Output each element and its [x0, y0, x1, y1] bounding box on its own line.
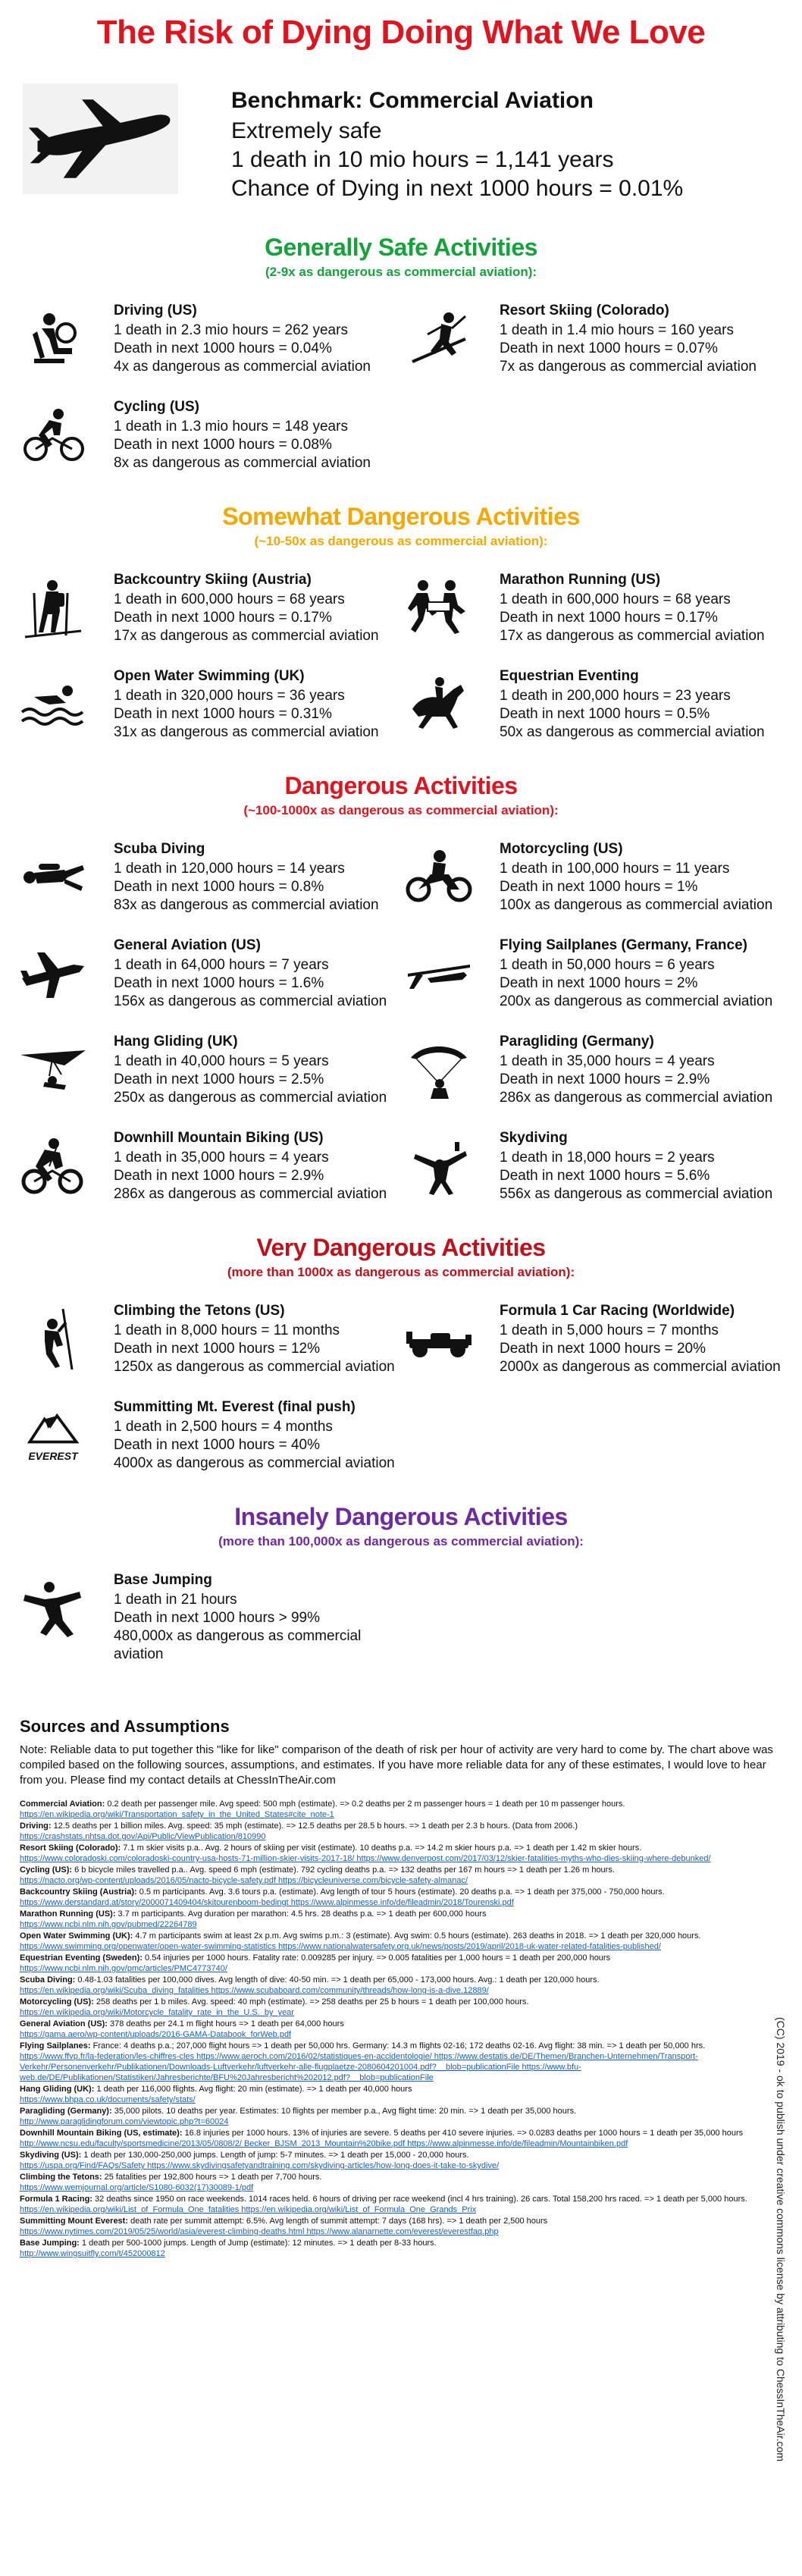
activity-stat: 1250x as dangerous as commercial aviation: [114, 1359, 395, 1375]
activity-stat: 8x as dangerous as commercial aviation: [114, 455, 371, 471]
activity-stat: 17x as dangerous as commercial aviation: [114, 628, 379, 644]
activity-stat: Death in next 1000 hours = 2.9%: [114, 1168, 324, 1184]
activity-name: General Aviation (US): [114, 937, 261, 953]
source-text: 16.8 injuries per 1000 hours. 13% of injuries are severe. 5 deaths per 410 severe injuries. => 0.0283 deaths per 1000 hours = 1 death per 35,000 hours: [184, 2129, 744, 2138]
activity-stat: 156x as dangerous as commercial aviation: [114, 993, 387, 1009]
activity-card: [401, 303, 787, 376]
section-title: Very Dangerous Activities: [256, 1234, 546, 1261]
activity-stat: 17x as dangerous as commercial aviation: [500, 628, 765, 644]
activity-stat: Death in next 1000 hours = 0.5%: [500, 706, 710, 722]
activity-stat: Death in next 1000 hours = 0.31%: [114, 706, 332, 722]
section-subtitle: (~10-50x as dangerous as commercial aviation):: [254, 534, 548, 548]
activity-name: Base Jumping: [114, 1572, 212, 1588]
source-label: Backcountry Skiing (Austria):: [20, 1887, 137, 1897]
activity-stat: 4000x as dangerous as commercial aviation: [114, 1455, 395, 1471]
activity-name: Hang Gliding (UK): [114, 1034, 238, 1050]
activity-stat: Death in next 1000 hours = 0.08%: [114, 437, 332, 453]
source-link[interactable]: https://crashstats.nhtsa.dot.gov/Api/Public/ViewPublication/810990: [20, 1832, 266, 1841]
benchmark-line: Chance of Dying in next 1000 hours = 0.01%: [231, 176, 684, 201]
source-text: 1 death per 130,000-250,000 jumps. Length of jump: 5-7 minutes. => 1 death per 15,000 - 20,000 hours.: [83, 2151, 469, 2160]
activity-card: [15, 1034, 401, 1107]
activity-stat: Death in next 1000 hours > 99%: [114, 1610, 320, 1626]
activity-stat: 1 death in 50,000 hours = 6 years: [500, 957, 715, 973]
activity-grid: [0, 1549, 802, 1664]
activity-name: Marathon Running (US): [500, 572, 661, 588]
activity-stat: 286x as dangerous as commercial aviation: [114, 1186, 387, 1202]
activity-card: [15, 303, 401, 376]
activity-name: Flying Sailplanes (Germany, France): [500, 937, 747, 953]
activity-name: Formula 1 Car Racing (Worldwide): [500, 1303, 735, 1319]
activity-stat: 1 death in 1.4 mio hours = 160 years: [500, 322, 734, 338]
activity-stat: 83x as dangerous as commercial aviation: [114, 897, 379, 913]
activity-name: Driving (US): [114, 303, 197, 318]
activity-grid: [0, 280, 802, 472]
activity-stat: 1 death in 18,000 hours = 2 years: [500, 1150, 715, 1166]
activity-stat: Death in next 1000 hours = 0.17%: [500, 610, 718, 626]
source-entry: [20, 1887, 782, 1908]
activity-stat: 1 death in 600,000 hours = 68 years: [114, 591, 345, 607]
source-link[interactable]: http://www.ncsu.edu/faculty/sportsmedicine/2013/05/0808/2/ Becker_BJSM_2013_Mountain%20bike.pdf https://www.alpinmesse.info/de/fileadmin/Mountainbiken.pdf: [20, 2139, 628, 2148]
source-text: 1 death per 116,000 flights. Avg flight: 20 min (estimate). => 1 death per 40,000 hours: [96, 2085, 412, 2094]
source-entry: [20, 2172, 782, 2193]
activity-stat: 200x as dangerous as commercial aviation: [500, 993, 773, 1009]
activity-name: Motorcycling (US): [500, 841, 623, 857]
activity-card: [401, 1303, 787, 1376]
source-text: 25 fatalities per 192,800 hours => 1 death per 7,700 hours.: [104, 2173, 322, 2182]
activity-stat: 1 death in 120,000 hours = 14 years: [114, 861, 345, 877]
activity-stat: 1 death in 2.3 mio hours = 262 years: [114, 322, 348, 338]
section-title: Somewhat Dangerous Activities: [222, 503, 580, 530]
license-text: (CC) 2019 - ok to publish under creative commons license by attributing to ChessInTheAir.com: [775, 2017, 787, 2461]
source-label: Formula 1 Racing:: [20, 2195, 92, 2204]
activity-stat: 1 death in 21 hours: [114, 1592, 237, 1608]
source-entry: [20, 2216, 782, 2237]
source-text: France: 4 deaths p.a.; 207,000 flight hours => 1 death per 50,000 hrs. Germany: 14.3 m flights 02-16; 172 deaths 02-16. Avg flight: 38 min. => 1 death per 50,000 hrs.: [92, 2041, 706, 2050]
source-link[interactable]: https://en.wikipedia.org/wiki/Scuba_diving_fatalities https://www.scubaboard.com/community/threads/how-long-is-a-dive.12889/: [20, 1986, 489, 1995]
paraglider-icon: [401, 1034, 477, 1106]
cyclist-icon: [15, 399, 91, 471]
airliner-icon: [23, 82, 178, 196]
activity-card: [401, 1034, 787, 1107]
source-label: Summitting Mount Everest:: [20, 2217, 129, 2226]
sources-note: Note: Reliable data to put together this "like for like" comparison of the death of risk per hour of activity are very hard to come by. The chart above was compiled based on the following sources, assumptions, and estimates. If you have more reliable data for any of these estimates, I would love to hear from you. Please find my contact details at ChessInTheAir.com: [20, 1743, 773, 1787]
activity-stat: Death in next 1000 hours = 0.17%: [114, 610, 332, 626]
source-link[interactable]: https://uspa.org/Find/FAQs/Safety https://www.skydivingsafetyandtraining.com/skydiving-articles/how-long-does-it-take-to-skydive/: [20, 2161, 500, 2170]
source-entry: [20, 1909, 782, 1930]
source-text: 32 deaths since 1950 on race weekends. 1014 races held. 6 hours of driving per race weekend (incl 4 hrs training). 26 cars. Total 158,200 hrs raced. => 1 death per 5,000 hours.: [95, 2195, 747, 2204]
activity-name: Open Water Swimming (UK): [114, 668, 305, 684]
section-header: [0, 772, 802, 818]
activity-grid: [0, 549, 802, 742]
activity-stat: 1 death in 320,000 hours = 36 years: [114, 688, 345, 704]
source-text: 378 deaths per 24.1 m flight hours => 1 death per 64,000 hours: [110, 2019, 344, 2028]
benchmark-heading: Benchmark: Commercial Aviation: [231, 88, 594, 113]
activity-name: Paragliding (Germany): [500, 1034, 654, 1050]
activity-name: Downhill Mountain Biking (US): [114, 1130, 324, 1146]
activity-stat: Death in next 1000 hours = 0.8%: [114, 879, 324, 895]
hang-glider-icon: [15, 1034, 91, 1106]
activity-stat: 1 death in 1.3 mio hours = 148 years: [114, 419, 348, 435]
activity-card: [15, 1399, 401, 1473]
source-label: Driving:: [20, 1821, 52, 1831]
activity-stat: Death in next 1000 hours = 1.6%: [114, 975, 324, 991]
sources-list: [20, 1799, 782, 2259]
activity-stat: Death in next 1000 hours = 0.04%: [114, 340, 332, 356]
benchmark-line: Extremely safe: [231, 118, 382, 143]
activity-stat: Death in next 1000 hours = 5.6%: [500, 1168, 710, 1184]
source-entry: [20, 2194, 782, 2215]
source-label: Resort Skiing (Colorado):: [20, 1843, 121, 1853]
horse-rider-icon: [401, 668, 477, 740]
section-header: [0, 234, 802, 280]
source-text: 0.54 injuries per 1000 hours. Fatality rate: 0.009285 per injury. => 0.005 fatalities per 1,000 hours = 1 death per 200,000 hours: [145, 1953, 611, 1963]
activity-card: [15, 399, 401, 472]
source-link[interactable]: https://nacto.org/wp-content/uploads/2016/05/nacto-bicycle-safety.pdf https://bicycleuniverse.com/bicycle-safety-almanac/: [20, 1876, 468, 1885]
source-label: Hang Gliding (UK):: [20, 2085, 95, 2094]
activity-name: Cycling (US): [114, 399, 199, 415]
source-text: 0.5 m participants. Avg. 3.6 tours p.a. (estimate). Avg length of tour 5 hours (estimate). 20 deaths p.a. => 1 death per 375,000 - 750,000 hours.: [139, 1887, 665, 1897]
skydiver-icon: [401, 1130, 477, 1202]
source-label: Flying Sailplanes:: [20, 2041, 91, 2050]
base-jumper-icon: [15, 1572, 91, 1644]
activity-card: [401, 1130, 787, 1203]
activity-stat: 2000x as dangerous as commercial aviation: [500, 1359, 781, 1375]
skier-icon: [401, 303, 477, 375]
source-link[interactable]: https://www.ffvp.fr/la-federation/les-chiffres-cles https://www.aeroch.com/2016/02/statistiques-en-accidentologie/ https://www.destatis.de/DE/Themen/Branchen-Unternehmen/Transport-Verkehr/Personenverkehr/Publikationen/Downloads-Luftverkehr/luftverkehr-alle-flugplaetze-2080604201004.pdf?__blob=publicationFile https://www.bfu-web.de/DE/Publikationen/Statistiken/Jahresberichte/BFU%20Jahresbericht%202012.pdf?__blob=publicationFile: [20, 2052, 698, 2082]
source-text: 35,000 pilots. 10 deaths per year. Estimates: 10 flights per member p.a., Avg flight time: 20 min. => 1 death per 35,000 hours.: [114, 2107, 577, 2116]
activity-card: [401, 572, 787, 645]
source-link[interactable]: https://gama.aero/wp-content/uploads/2016-GAMA-Databook_forWeb.pdf: [20, 2030, 292, 2039]
section-title: Dangerous Activities: [284, 772, 518, 799]
section-title: Generally Safe Activities: [265, 234, 537, 261]
activity-name: Resort Skiing (Colorado): [500, 303, 669, 318]
sources-heading: Sources and Assumptions: [20, 1717, 230, 1736]
source-label: Motorcycling (US):: [20, 1997, 94, 2007]
activity-grid: [0, 1280, 802, 1473]
section-subtitle: (~100-1000x as dangerous as commercial aviation):: [243, 803, 559, 817]
source-entry: [20, 2238, 782, 2259]
source-entry: [20, 2019, 782, 2040]
small-plane-icon: [15, 937, 91, 1009]
activity-name: Scuba Diving: [114, 841, 205, 857]
activity-stat: Death in next 1000 hours = 12%: [114, 1341, 320, 1357]
source-label: Open Water Swimming (UK):: [20, 1931, 133, 1941]
activity-stat: 1 death in 2,500 hours = 4 months: [114, 1419, 333, 1435]
activity-stat: 1 death in 200,000 hours = 23 years: [500, 688, 731, 704]
activity-stat: 31x as dangerous as commercial aviation: [114, 724, 379, 740]
source-link[interactable]: http://www.wingsuitfly.com/t/452000812: [20, 2249, 165, 2258]
source-label: Equestrian Eventing (Sweden):: [20, 1953, 143, 1963]
activity-stat: 480,000x as dangerous as commercial aviation: [114, 1628, 362, 1662]
activity-stat: Death in next 1000 hours = 0.07%: [500, 340, 718, 356]
activity-stat: Death in next 1000 hours = 40%: [114, 1437, 320, 1453]
section-title: Insanely Dangerous Activities: [234, 1503, 568, 1530]
activity-name: Summitting Mt. Everest (final push): [114, 1399, 356, 1415]
activity-stat: 286x as dangerous as commercial aviation: [500, 1090, 773, 1106]
activity-stat: 7x as dangerous as commercial aviation: [500, 359, 757, 375]
activity-card: [15, 572, 401, 645]
source-link[interactable]: https://www.ncbi.nlm.nih.gov/pmc/articles/PMC4773740/: [20, 1964, 227, 1973]
source-text: 6 b bicycle miles travelled p.a.. Avg. speed 6 mph (estimate). 792 cycling deaths p.a. => 132 deaths per 167 m hours => 1 death per 1.26 m hours.: [74, 1865, 615, 1875]
activity-card: [15, 1303, 401, 1376]
source-label: Scuba Diving:: [20, 1975, 76, 1985]
scuba-diver-icon: [15, 841, 91, 913]
activity-card: [401, 937, 787, 1011]
page-title: The Risk of Dying Doing What We Love: [96, 14, 706, 51]
source-text: 1 death per 500-1000 jumps. Length of Jump (estimate): 12 minutes. => 1 death per 8-33 hours.: [81, 2239, 437, 2248]
driver-icon: [15, 303, 91, 375]
activity-stat: Death in next 1000 hours = 2.9%: [500, 1072, 710, 1087]
source-label: Marathon Running (US):: [20, 1909, 116, 1919]
section-subtitle: (more than 100,000x as dangerous as commercial aviation):: [218, 1534, 584, 1548]
source-entry: [20, 2084, 782, 2105]
source-link[interactable]: https://www.derstandard.at/story/2000071409404/skitourenboom-bedingt https://www.alpinmesse.info/de/fileadmin/2018/Tourenski.pdf: [20, 1898, 514, 1907]
swimmer-icon: [15, 668, 91, 740]
activity-card: [401, 841, 787, 915]
benchmark-line: 1 death in 10 mio hours = 1,141 years: [231, 147, 614, 172]
climber-icon: [15, 1303, 91, 1375]
source-entry: [20, 1975, 782, 1996]
source-entry: [20, 1931, 782, 1952]
source-label: Cycling (US):: [20, 1865, 73, 1875]
source-entry: [20, 1865, 782, 1886]
source-text: 3.7 m participants. Avg duration per marathon: 4.5 hrs. 28 deaths p.a. => 1 death per 600,000 hours: [117, 1909, 487, 1919]
everest-icon: [15, 1399, 91, 1471]
source-entry: [20, 1953, 782, 1974]
source-text: 258 deaths per 1 b miles. Avg. speed: 40 mph (estimate). => 258 deaths per 25 b hours = 1 death per 100,000 hours.: [96, 1997, 529, 2007]
activity-name: Backcountry Skiing (Austria): [114, 572, 312, 588]
activity-stat: 100x as dangerous as commercial aviation: [500, 897, 773, 913]
source-link[interactable]: https://www.nytimes.com/2019/05/25/world/asia/everest-climbing-deaths.html https://www.alanarnette.com/everest/everestfaq.php: [20, 2227, 499, 2236]
source-label: Base Jumping:: [20, 2239, 80, 2248]
source-link[interactable]: https://en.wikipedia.org/wiki/List_of_Formula_One_fatalities https://en.wikipedia.org/wiki/List_of_Formula_One_Grands_Prix: [20, 2205, 477, 2214]
activity-stat: Death in next 1000 hours = 1%: [500, 879, 698, 895]
activity-stat: 1 death in 35,000 hours = 4 years: [114, 1150, 329, 1166]
activity-name: Skydiving: [500, 1130, 568, 1146]
source-link[interactable]: https://en.wikipedia.org/wiki/Motorcycle_fatality_rate_in_the_U.S._by_year: [20, 2008, 294, 2017]
source-entry: [20, 1997, 782, 2018]
source-entry: [20, 2150, 782, 2171]
activity-sections: [0, 234, 802, 1664]
activity-card: [15, 668, 401, 742]
source-label: Downhill Mountain Biking (US, estimate):: [20, 2129, 183, 2138]
activity-stat: 1 death in 8,000 hours = 11 months: [114, 1323, 340, 1338]
source-entry: [20, 1799, 782, 1820]
benchmark-block: [0, 52, 802, 203]
activity-stat: 1 death in 64,000 hours = 7 years: [114, 957, 329, 973]
source-label: Skydiving (US):: [20, 2151, 82, 2160]
source-text: death rate per summit attempt: 6.5%. Avg length of summit attempt: 7 days (168 hrs). => 1 death per 2,500 hours: [130, 2217, 548, 2226]
section-subtitle: (2-9x as dangerous as commercial aviation):: [265, 265, 537, 279]
activity-stat: 4x as dangerous as commercial aviation: [114, 359, 371, 375]
sailplane-icon: [401, 937, 477, 1009]
source-text: 0.48-1.03 fatalities per 100,000 dives. Avg length of dive: 40-50 min. => 1 death per 65,000 - 173,000 hours. Avg.: 1 death per 120,000 hours.: [77, 1975, 600, 1985]
source-label: Paragliding (Germany):: [20, 2107, 112, 2116]
activity-stat: 556x as dangerous as commercial aviation: [500, 1186, 773, 1202]
activity-stat: 250x as dangerous as commercial aviation: [114, 1090, 387, 1106]
activity-stat: Death in next 1000 hours = 20%: [500, 1341, 706, 1357]
activity-stat: 1 death in 600,000 hours = 68 years: [500, 591, 731, 607]
section-header: [0, 503, 802, 549]
source-link[interactable]: https://en.wikipedia.org/wiki/Transportation_safety_in_the_United_States#cite_note-1: [20, 1810, 334, 1819]
activity-name: Climbing the Tetons (US): [114, 1303, 285, 1319]
section-subtitle: (more than 1000x as dangerous as commercial aviation):: [227, 1265, 575, 1279]
activity-grid: [0, 818, 802, 1203]
source-label: General Aviation (US):: [20, 2019, 108, 2028]
source-text: 0.2 death per passenger mile. Avg speed: 500 mph (estimate). => 0.2 deaths per 2 m passenger hours = 1 death per 10 m passenger hours.: [107, 1799, 625, 1809]
source-link[interactable]: https://www.wemjournal.org/article/S1080-6032(17)30089-1/pdf: [20, 2183, 254, 2192]
activity-card: [15, 1130, 401, 1203]
license-text-wrap: [773, 2017, 788, 2533]
activity-card: [401, 668, 787, 742]
section-header: [0, 1503, 802, 1549]
runner-icon: [401, 572, 477, 644]
icon-label: EVEREST: [28, 1449, 78, 1462]
activity-stat: Death in next 1000 hours = 2%: [500, 975, 698, 991]
activity-stat: 1 death in 100,000 hours = 11 years: [500, 861, 730, 877]
section-header: [0, 1234, 802, 1280]
source-label: Commercial Aviation:: [20, 1799, 105, 1809]
source-entry: [20, 1843, 782, 1864]
source-link[interactable]: https://www.ncbi.nlm.nih.gov/pubmed/22264789: [20, 1920, 197, 1929]
activity-name: Equestrian Eventing: [500, 668, 639, 684]
source-entry: [20, 2128, 782, 2149]
activity-stat: 1 death in 5,000 hours = 7 months: [500, 1323, 719, 1338]
source-entry: [20, 2106, 782, 2127]
activity-stat: 1 death in 35,000 hours = 4 years: [500, 1053, 715, 1069]
activity-stat: Death in next 1000 hours = 2.5%: [114, 1072, 324, 1087]
backcountry-skier-icon: [15, 572, 91, 644]
mountain-biker-icon: [15, 1130, 91, 1202]
source-link[interactable]: https://www.swimming.org/openwater/open-water-swimming-statistics https://www.nationalwatersafety.org.uk/news/posts/2019/april/2018-uk-water-related-fatalities-published/: [20, 1942, 661, 1951]
source-link[interactable]: https://www.coloradoski.com/coloradoski-country-usa-hosts-71-million-skier-visits-2017-18/ https://www.denverpost.com/2017/03/12/skier-fatalities-myths-who-dies-skiing-where-debunked/: [20, 1854, 711, 1863]
source-text: 7.1 m skier visits p.a.. Avg. 2 hours of skiing per visit (estimate). 10 deaths p.a. => 14.2 m skier hours p.a. => 1 death per 1.42 m skier hours.: [123, 1843, 642, 1853]
activity-stat: 1 death in 40,000 hours = 5 years: [114, 1053, 329, 1069]
activity-stat: 50x as dangerous as commercial aviation: [500, 724, 765, 740]
activity-card: [15, 1572, 401, 1664]
source-link[interactable]: http://www.paraglidingforum.com/viewtopic.php?t=60024: [20, 2117, 229, 2126]
source-entry: [20, 2041, 782, 2083]
activity-card: [15, 937, 401, 1011]
source-link[interactable]: https://www.bhpa.co.uk/documents/safety/stats/: [20, 2095, 196, 2104]
activity-card: [15, 841, 401, 915]
source-text: 12.5 deaths per 1 billion miles. Avg. speed: 35 mph (estimate). => 12.5 deaths per 28.5 b hours. => 1 death per 2.3 b hours. (Data from 2006.): [53, 1821, 578, 1831]
source-text: 4.7 m participants swim at least 2x p.m. Avg swims p.m.: 3 (estimate). Avg swim: 0.5 hours (estimate). 263 deaths in 2018. => 1 death per 320,000 hours.: [135, 1931, 701, 1941]
source-label: Climbing the Tetons:: [20, 2173, 102, 2182]
motorcycle-icon: [401, 841, 477, 913]
sources-block: [0, 1717, 802, 2259]
source-entry: [20, 1821, 782, 1842]
race-car-icon: [401, 1303, 477, 1375]
